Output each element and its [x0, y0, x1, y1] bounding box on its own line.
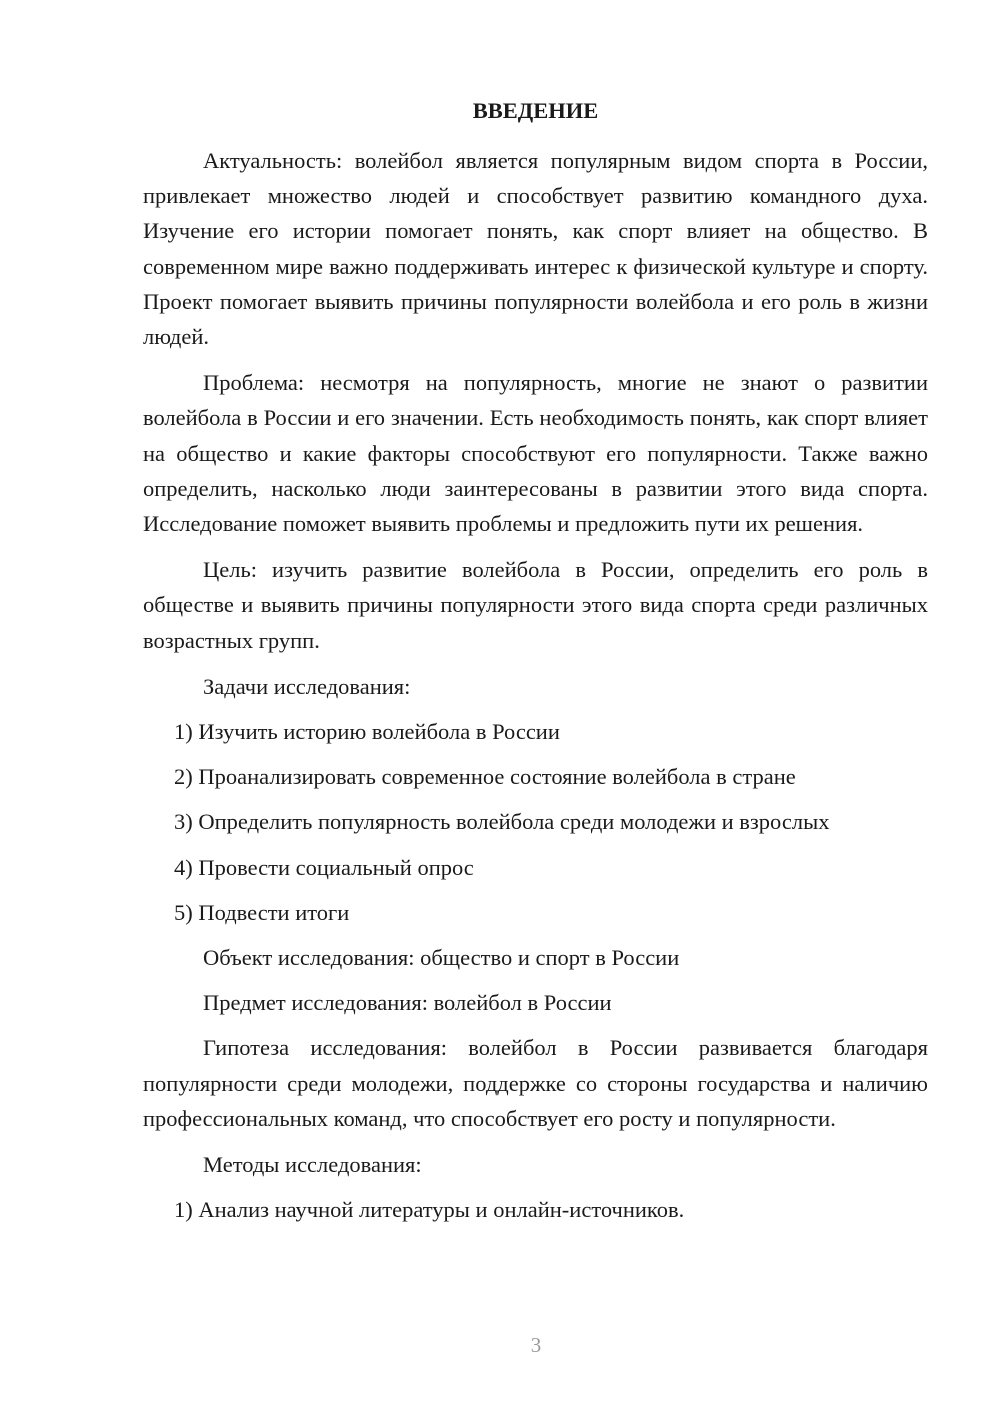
research-object: Объект исследования: общество и спорт в России	[203, 945, 680, 971]
page-title: ВВЕДЕНИЕ	[472, 98, 599, 123]
task-item-4: 4) Провести социальный опрос	[174, 854, 474, 880]
research-subject: Предмет исследования: волейбол в России	[203, 990, 612, 1016]
task-item-1: 1) Изучить историю волейбола в России	[174, 719, 560, 745]
problem-paragraph: Проблема: несмотря на популярность, многие не знают о развитии волейбола в России и его значении. Есть необходимость понять, как спорт влияет на общество и какие факторы способствуют его популярности. Также важно определить, насколько люди заинтересованы в развитии этого вида спорта. Исследование поможет выявить проблемы и предложить пути их решения.	[143, 370, 928, 537]
page-number: 3	[530, 1333, 542, 1357]
tasks-heading: Задачи исследования:	[203, 673, 411, 699]
hypothesis-paragraph: Гипотеза исследования: волейбол в России развивается благодаря популярности среди молодежи, поддержке со стороны государства и наличию профессиональных команд, что способствует его росту и популярности.	[143, 1035, 928, 1131]
task-item-3: 3) Определить популярность волейбола среди молодежи и взрослых	[174, 809, 830, 835]
task-item-2: 2) Проанализировать современное состояние волейбола в стране	[174, 764, 796, 790]
relevance-paragraph: Актуальность: волейбол является популярным видом спорта в России, привлекает множество людей и способствует развитию командного духа. Изучение его истории помогает понять, как спорт влияет на общество. В современном мире важно поддерживать интерес к физической культуре и спорту. Проект помогает выявить причины популярности волейбола и его роль в жизни людей.	[143, 148, 928, 350]
method-item-1: 1) Анализ научной литературы и онлайн-источников.	[174, 1197, 685, 1223]
goal-paragraph: Цель: изучить развитие волейбола в России, определить его роль в обществе и выявить причины популярности этого вида спорта среди различных возрастных групп.	[143, 557, 928, 653]
methods-heading: Методы исследования:	[203, 1152, 422, 1178]
task-item-5: 5) Подвести итоги	[174, 899, 350, 925]
document-body	[143, 96, 928, 1237]
